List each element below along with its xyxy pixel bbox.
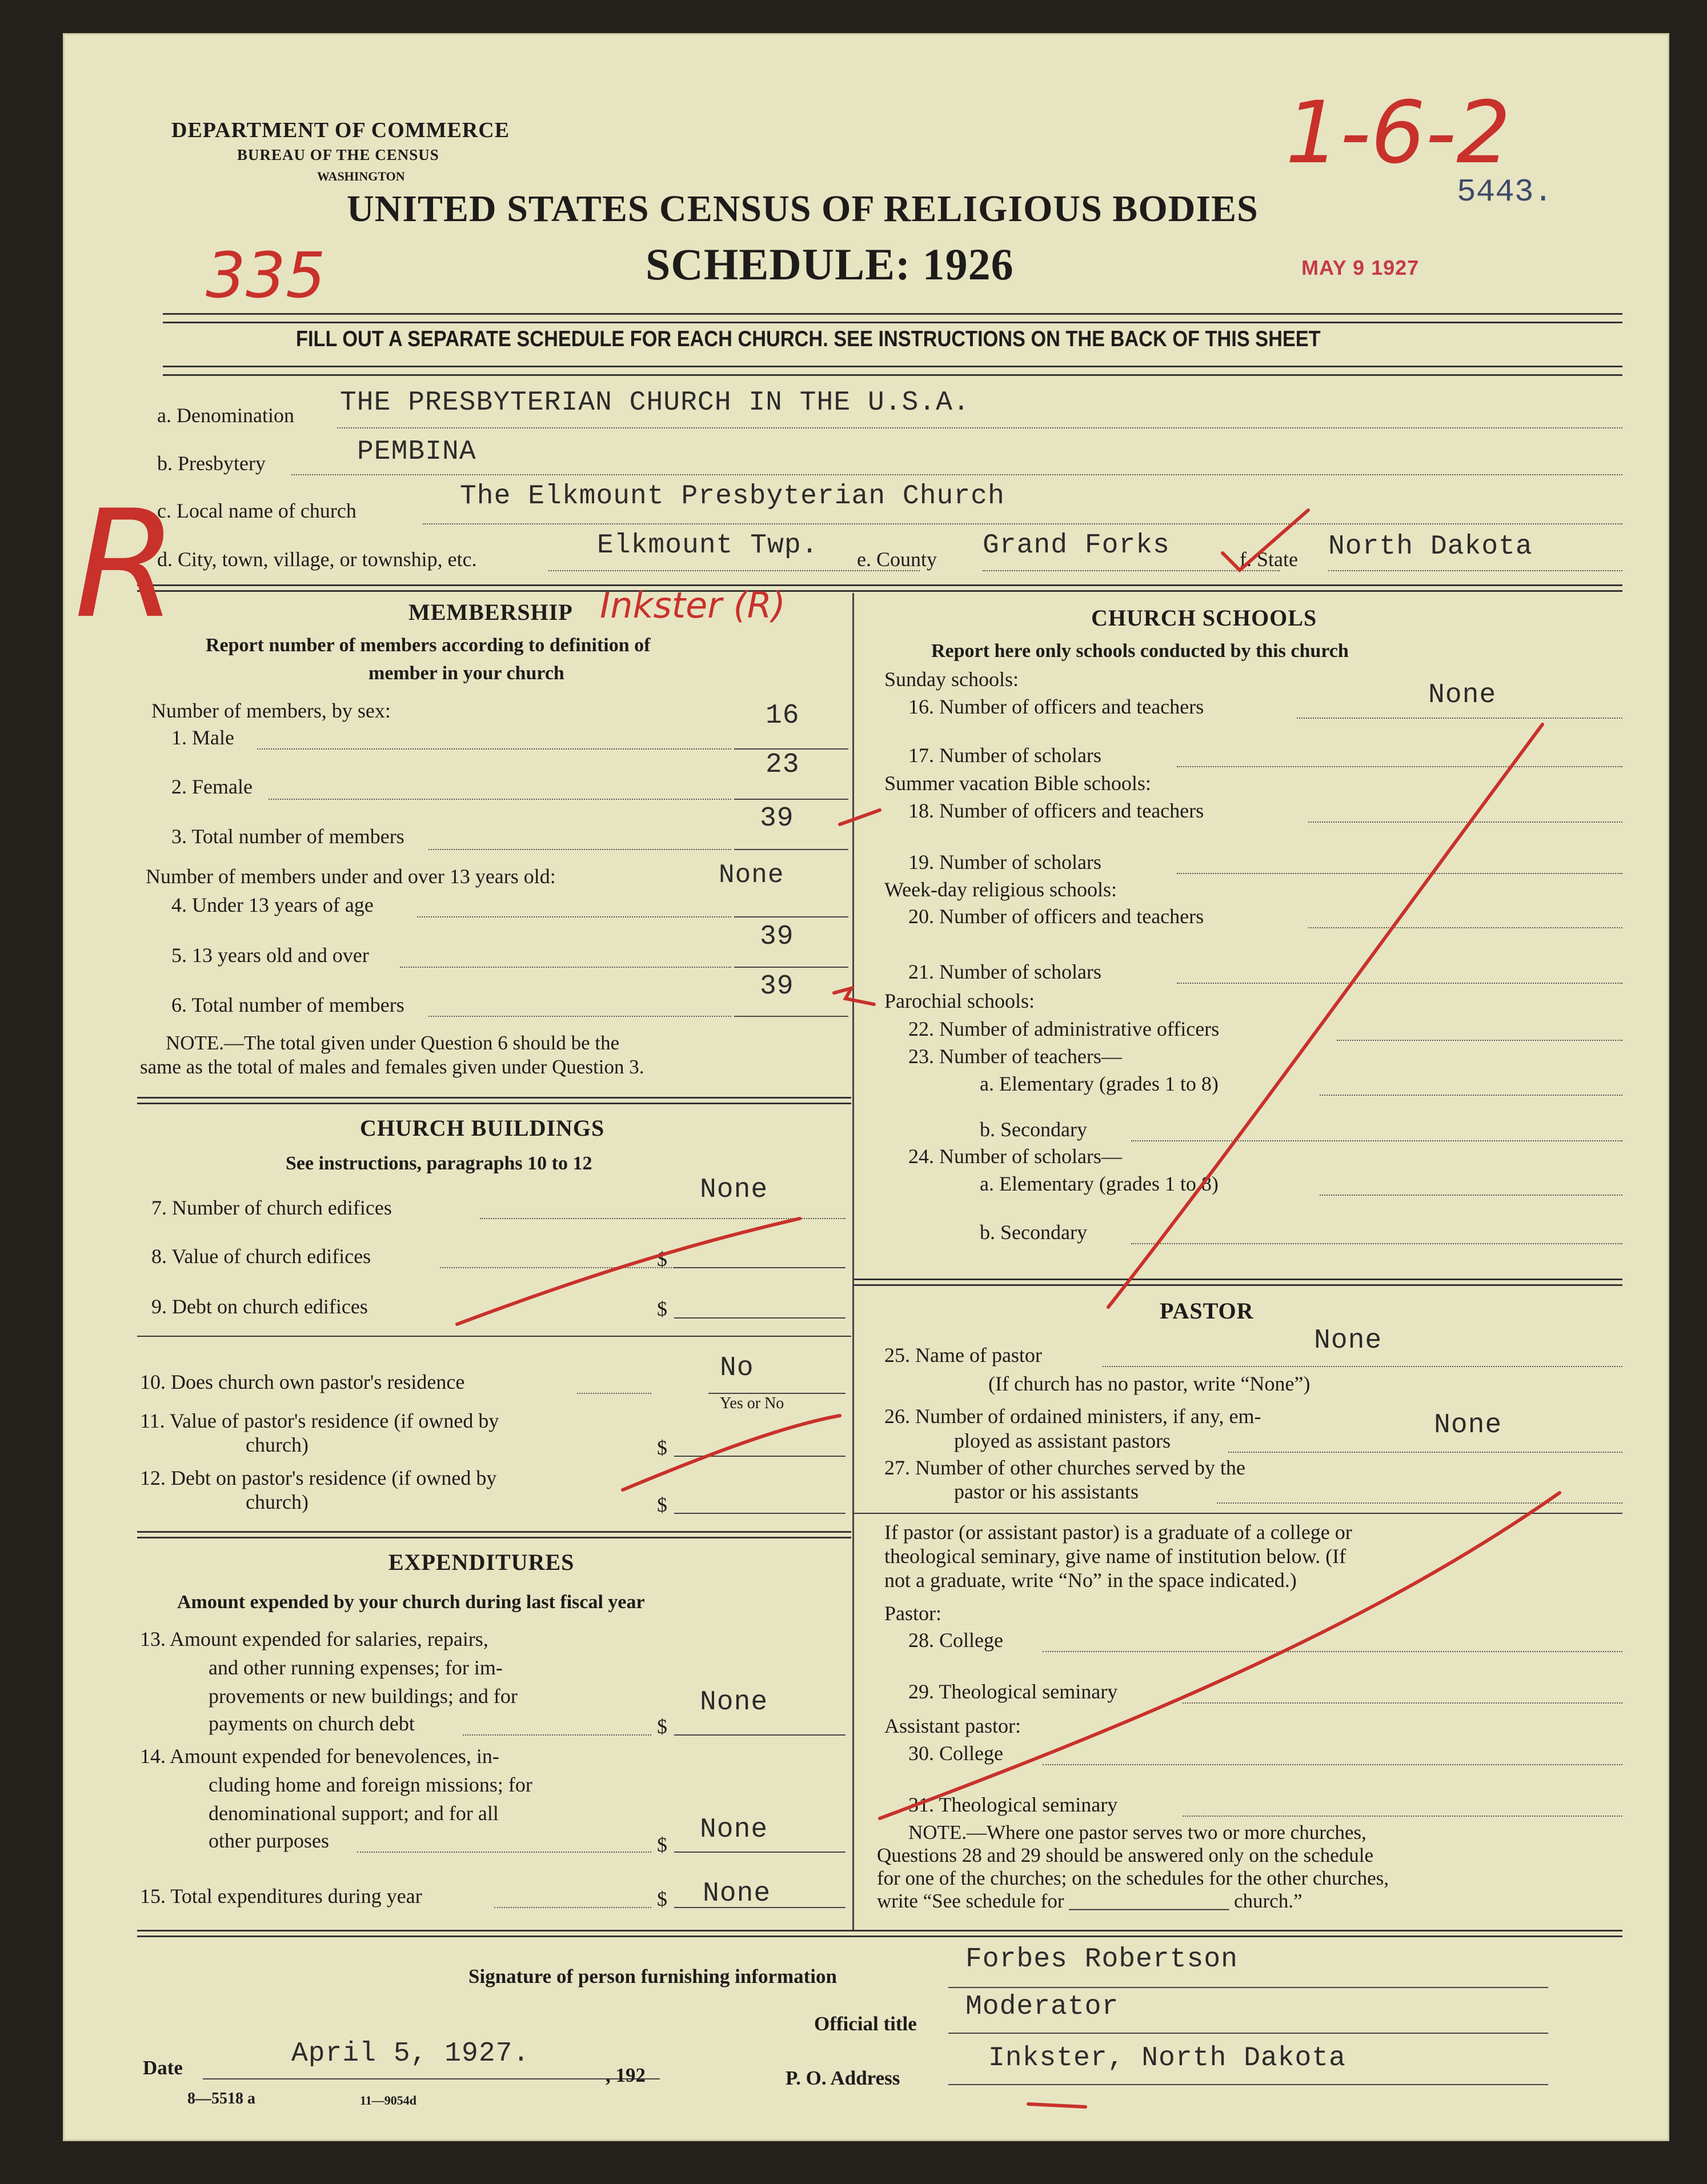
q6-total-value: 39	[760, 971, 794, 1002]
church-buildings-subtitle: See instructions, paragraphs 10 to 12	[286, 1153, 592, 1174]
summer-schools-label: Summer vacation Bible schools:	[884, 772, 1151, 795]
q19-label: 19. Number of scholars	[908, 851, 1101, 873]
city-value: Elkmount Twp.	[597, 530, 819, 561]
q13-value: None	[700, 1687, 768, 1718]
pastor-education-label: Pastor:	[884, 1602, 942, 1625]
q23b-label: b. Secondary	[980, 1118, 1087, 1141]
q16-value: None	[1428, 680, 1497, 711]
yes-or-no-hint: Yes or No	[720, 1394, 784, 1412]
total-members-check-mark	[834, 988, 874, 1004]
membership-title: MEMBERSHIP	[408, 599, 573, 625]
date-year-suffix: , 192	[606, 2064, 646, 2086]
q3-total-value: 39	[760, 803, 794, 834]
q3-total-label: 3. Total number of members	[171, 825, 404, 848]
q12-dollar: $	[657, 1493, 667, 1516]
q25-label: 25. Name of pastor	[884, 1344, 1042, 1366]
pastor-note-2: Questions 28 and 29 should be answered only on the schedule	[877, 1844, 1374, 1866]
q28-label: 28. College	[908, 1629, 1003, 1652]
form-title: UNITED STATES CENSUS OF RELIGIOUS BODIES	[347, 188, 1259, 230]
assistant-pastor-label: Assistant pastor:	[884, 1714, 1021, 1737]
church-schools-strike	[1108, 724, 1542, 1307]
expenditures-title: EXPENDITURES	[388, 1549, 575, 1575]
q7-edifices-value: None	[700, 1175, 768, 1205]
local-name-value: The Elkmount Presbyterian Church	[460, 481, 1005, 512]
official-title-label: Official title	[814, 2013, 917, 2035]
denomination-label: a. Denomination	[157, 404, 294, 427]
date-value: April 5, 1927.	[291, 2038, 530, 2069]
signature-label: Signature of person furnishing information	[468, 1965, 837, 1987]
red-pencil-marks	[63, 33, 1669, 2141]
q21-label: 21. Number of scholars	[908, 960, 1101, 983]
q27-label-2: pastor or his assistants	[954, 1480, 1139, 1503]
members-by-age-label: Number of members under and over 13 years old:	[146, 865, 556, 888]
q20-label: 20. Number of officers and teachers	[908, 905, 1204, 928]
presbytery-value: PEMBINA	[357, 436, 476, 467]
pastor-note-3: for one of the churches; on the schedules for the other churches,	[877, 1867, 1389, 1889]
q31-label: 31. Theological seminary	[908, 1793, 1118, 1816]
q14-label-2: cluding home and foreign missions; for	[209, 1773, 532, 1796]
presbytery-label: b. Presbytery	[157, 452, 266, 475]
q23-label: 23. Number of teachers—	[908, 1045, 1122, 1068]
q26-value: None	[1434, 1410, 1502, 1441]
q25-hint: (If church has no pastor, write “None”)	[988, 1372, 1311, 1395]
membership-note-2: same as the total of males and females given under Question 3.	[140, 1056, 644, 1078]
church-schools-title: CHURCH SCHOOLS	[1091, 605, 1317, 631]
official-title-value: Moderator	[965, 1991, 1119, 2022]
church-buildings-strike	[457, 1219, 800, 1324]
po-address-value: Inkster, North Dakota	[988, 2043, 1346, 2074]
q13-label-4: payments on church debt	[209, 1712, 415, 1735]
graduate-instruction-3: not a graduate, write “No” in the space indicated.)	[884, 1569, 1297, 1592]
weekday-schools-label: Week-day religious schools:	[884, 878, 1117, 901]
pastor-education-strike	[880, 1493, 1560, 1818]
q5-over-13-value: 39	[760, 921, 794, 952]
q10-residence-label: 10. Does church own pastor's residence	[140, 1370, 465, 1393]
city-heading: WASHINGTON	[317, 169, 405, 183]
batch-number-mark: 335	[206, 239, 326, 312]
residence-strike	[623, 1416, 840, 1490]
q2-female-label: 2. Female	[171, 775, 253, 798]
q14-label-1: 14. Amount expended for benevolences, in-	[140, 1745, 499, 1768]
q10-residence-value: No	[720, 1353, 754, 1384]
census-schedule-page	[63, 33, 1669, 2141]
pastor-title: PASTOR	[1160, 1298, 1254, 1324]
county-label: e. County	[857, 548, 937, 571]
state-label: f. State	[1240, 548, 1298, 571]
local-name-label: c. Local name of church	[157, 499, 356, 522]
total-check-mark	[840, 810, 880, 824]
q14-value: None	[700, 1814, 768, 1845]
q6-total-label: 6. Total number of members	[171, 993, 404, 1016]
membership-note-1: NOTE.—The total given under Question 6 should be the	[166, 1032, 620, 1054]
pastor-note-4: write “See schedule for ________________ church.”	[877, 1890, 1303, 1912]
q1-male-value: 16	[766, 700, 800, 731]
q13-label-3: provements or new buildings; and for	[209, 1685, 518, 1708]
q15-dollar: $	[657, 1888, 667, 1910]
pastor-note-1: NOTE.—Where one pastor serves two or more churches,	[908, 1821, 1367, 1844]
q4-under-13-label: 4. Under 13 years of age	[171, 893, 374, 916]
q26-label-2: ployed as assistant pastors	[954, 1429, 1171, 1452]
graduate-instruction-2: theological seminary, give name of institution below. (If	[884, 1545, 1347, 1568]
file-number-mark: 1-6-2	[1285, 83, 1511, 183]
state-value: North Dakota	[1328, 531, 1533, 562]
q29-label: 29. Theological seminary	[908, 1680, 1118, 1703]
q11-residence-value-label-2: church)	[246, 1433, 308, 1456]
members-by-age-value: None	[719, 860, 784, 890]
q13-label-1: 13. Amount expended for salaries, repairs,	[140, 1628, 488, 1650]
q13-label-2: and other running expenses; for im-	[209, 1656, 503, 1679]
signature-value: Forbes Robertson	[965, 1944, 1238, 1975]
members-by-sex-label: Number of members, by sex:	[151, 699, 391, 722]
q27-label-1: 27. Number of other churches served by the	[884, 1456, 1245, 1479]
q11-residence-value-label-1: 11. Value of pastor's residence (if owned by	[140, 1409, 499, 1432]
q12-residence-debt-label-2: church)	[246, 1490, 308, 1513]
q24b-label: b. Secondary	[980, 1221, 1087, 1244]
q26-label-1: 26. Number of ordained ministers, if any, em-	[884, 1405, 1261, 1428]
q17-label: 17. Number of scholars	[908, 744, 1101, 767]
q24a-label: a. Elementary (grades 1 to 8)	[980, 1172, 1219, 1195]
graduate-instruction-1: If pastor (or assistant pastor) is a graduate of a college or	[884, 1521, 1352, 1544]
county-value: Grand Forks	[983, 530, 1170, 561]
membership-annotation: Inkster (R)	[600, 584, 786, 626]
county-check-mark	[1223, 510, 1308, 570]
sunday-schools-label: Sunday schools:	[884, 668, 1019, 691]
expenditures-subtitle: Amount expended by your church during last fiscal year	[177, 1592, 645, 1613]
reviewer-initial-mark: R	[74, 479, 178, 651]
q13-dollar: $	[657, 1715, 667, 1738]
q15-label: 15. Total expenditures during year	[140, 1885, 422, 1908]
department-heading: DEPARTMENT OF COMMERCE	[171, 118, 510, 142]
q9-dollar: $	[657, 1297, 667, 1320]
q12-residence-debt-label-1: 12. Debt on pastor's residence (if owned by	[140, 1466, 497, 1489]
q15-value: None	[703, 1878, 771, 1909]
q11-dollar: $	[657, 1436, 667, 1459]
q18-label: 18. Number of officers and teachers	[908, 799, 1204, 822]
address-underline	[1028, 2104, 1085, 2107]
q25-value: None	[1314, 1325, 1383, 1356]
q23a-label: a. Elementary (grades 1 to 8)	[980, 1072, 1219, 1095]
date-label: Date	[143, 2057, 183, 2079]
po-address-label: P. O. Address	[786, 2067, 900, 2089]
q22-label: 22. Number of administrative officers	[908, 1017, 1220, 1040]
q2-female-value: 23	[766, 750, 800, 780]
q16-label: 16. Number of officers and teachers	[908, 695, 1204, 718]
q5-over-13-label: 5. 13 years old and over	[171, 944, 369, 967]
q30-label: 30. College	[908, 1742, 1003, 1765]
bureau-heading: BUREAU OF THE CENSUS	[237, 146, 439, 163]
q8-value-label: 8. Value of church edifices	[151, 1245, 371, 1268]
church-schools-subtitle: Report here only schools conducted by this church	[931, 640, 1349, 662]
separate-schedule-instruction: FILL OUT A SEPARATE SCHEDULE FOR EACH CHURCH. SEE INSTRUCTIONS ON THE BACK OF THIS SHEET	[296, 327, 1321, 351]
q7-edifices-label: 7. Number of church edifices	[151, 1196, 392, 1219]
q14-dollar: $	[657, 1833, 667, 1856]
membership-intro-1: Report number of members according to definition of	[206, 635, 651, 656]
q14-label-3: denominational support; and for all	[209, 1802, 499, 1825]
q8-dollar: $	[657, 1248, 667, 1271]
city-label: d. City, town, village, or township, etc.	[157, 548, 477, 571]
membership-intro-2: member in your church	[368, 663, 564, 684]
serial-number: 5443.	[1457, 174, 1553, 210]
church-buildings-title: CHURCH BUILDINGS	[360, 1115, 605, 1141]
q9-debt-label: 9. Debt on church edifices	[151, 1295, 368, 1318]
received-date-stamp: MAY 9 1927	[1301, 256, 1420, 279]
print-number: 11—9054d	[360, 2093, 417, 2107]
q24-label: 24. Number of scholars—	[908, 1145, 1122, 1168]
form-number: 8—5518 a	[187, 2090, 255, 2107]
schedule-title: SCHEDULE: 1926	[646, 239, 1014, 289]
denomination-value: THE PRESBYTERIAN CHURCH IN THE U.S.A.	[340, 387, 970, 418]
parochial-schools-label: Parochial schools:	[884, 989, 1035, 1012]
q14-label-4: other purposes	[209, 1829, 329, 1852]
q1-male-label: 1. Male	[171, 726, 234, 749]
